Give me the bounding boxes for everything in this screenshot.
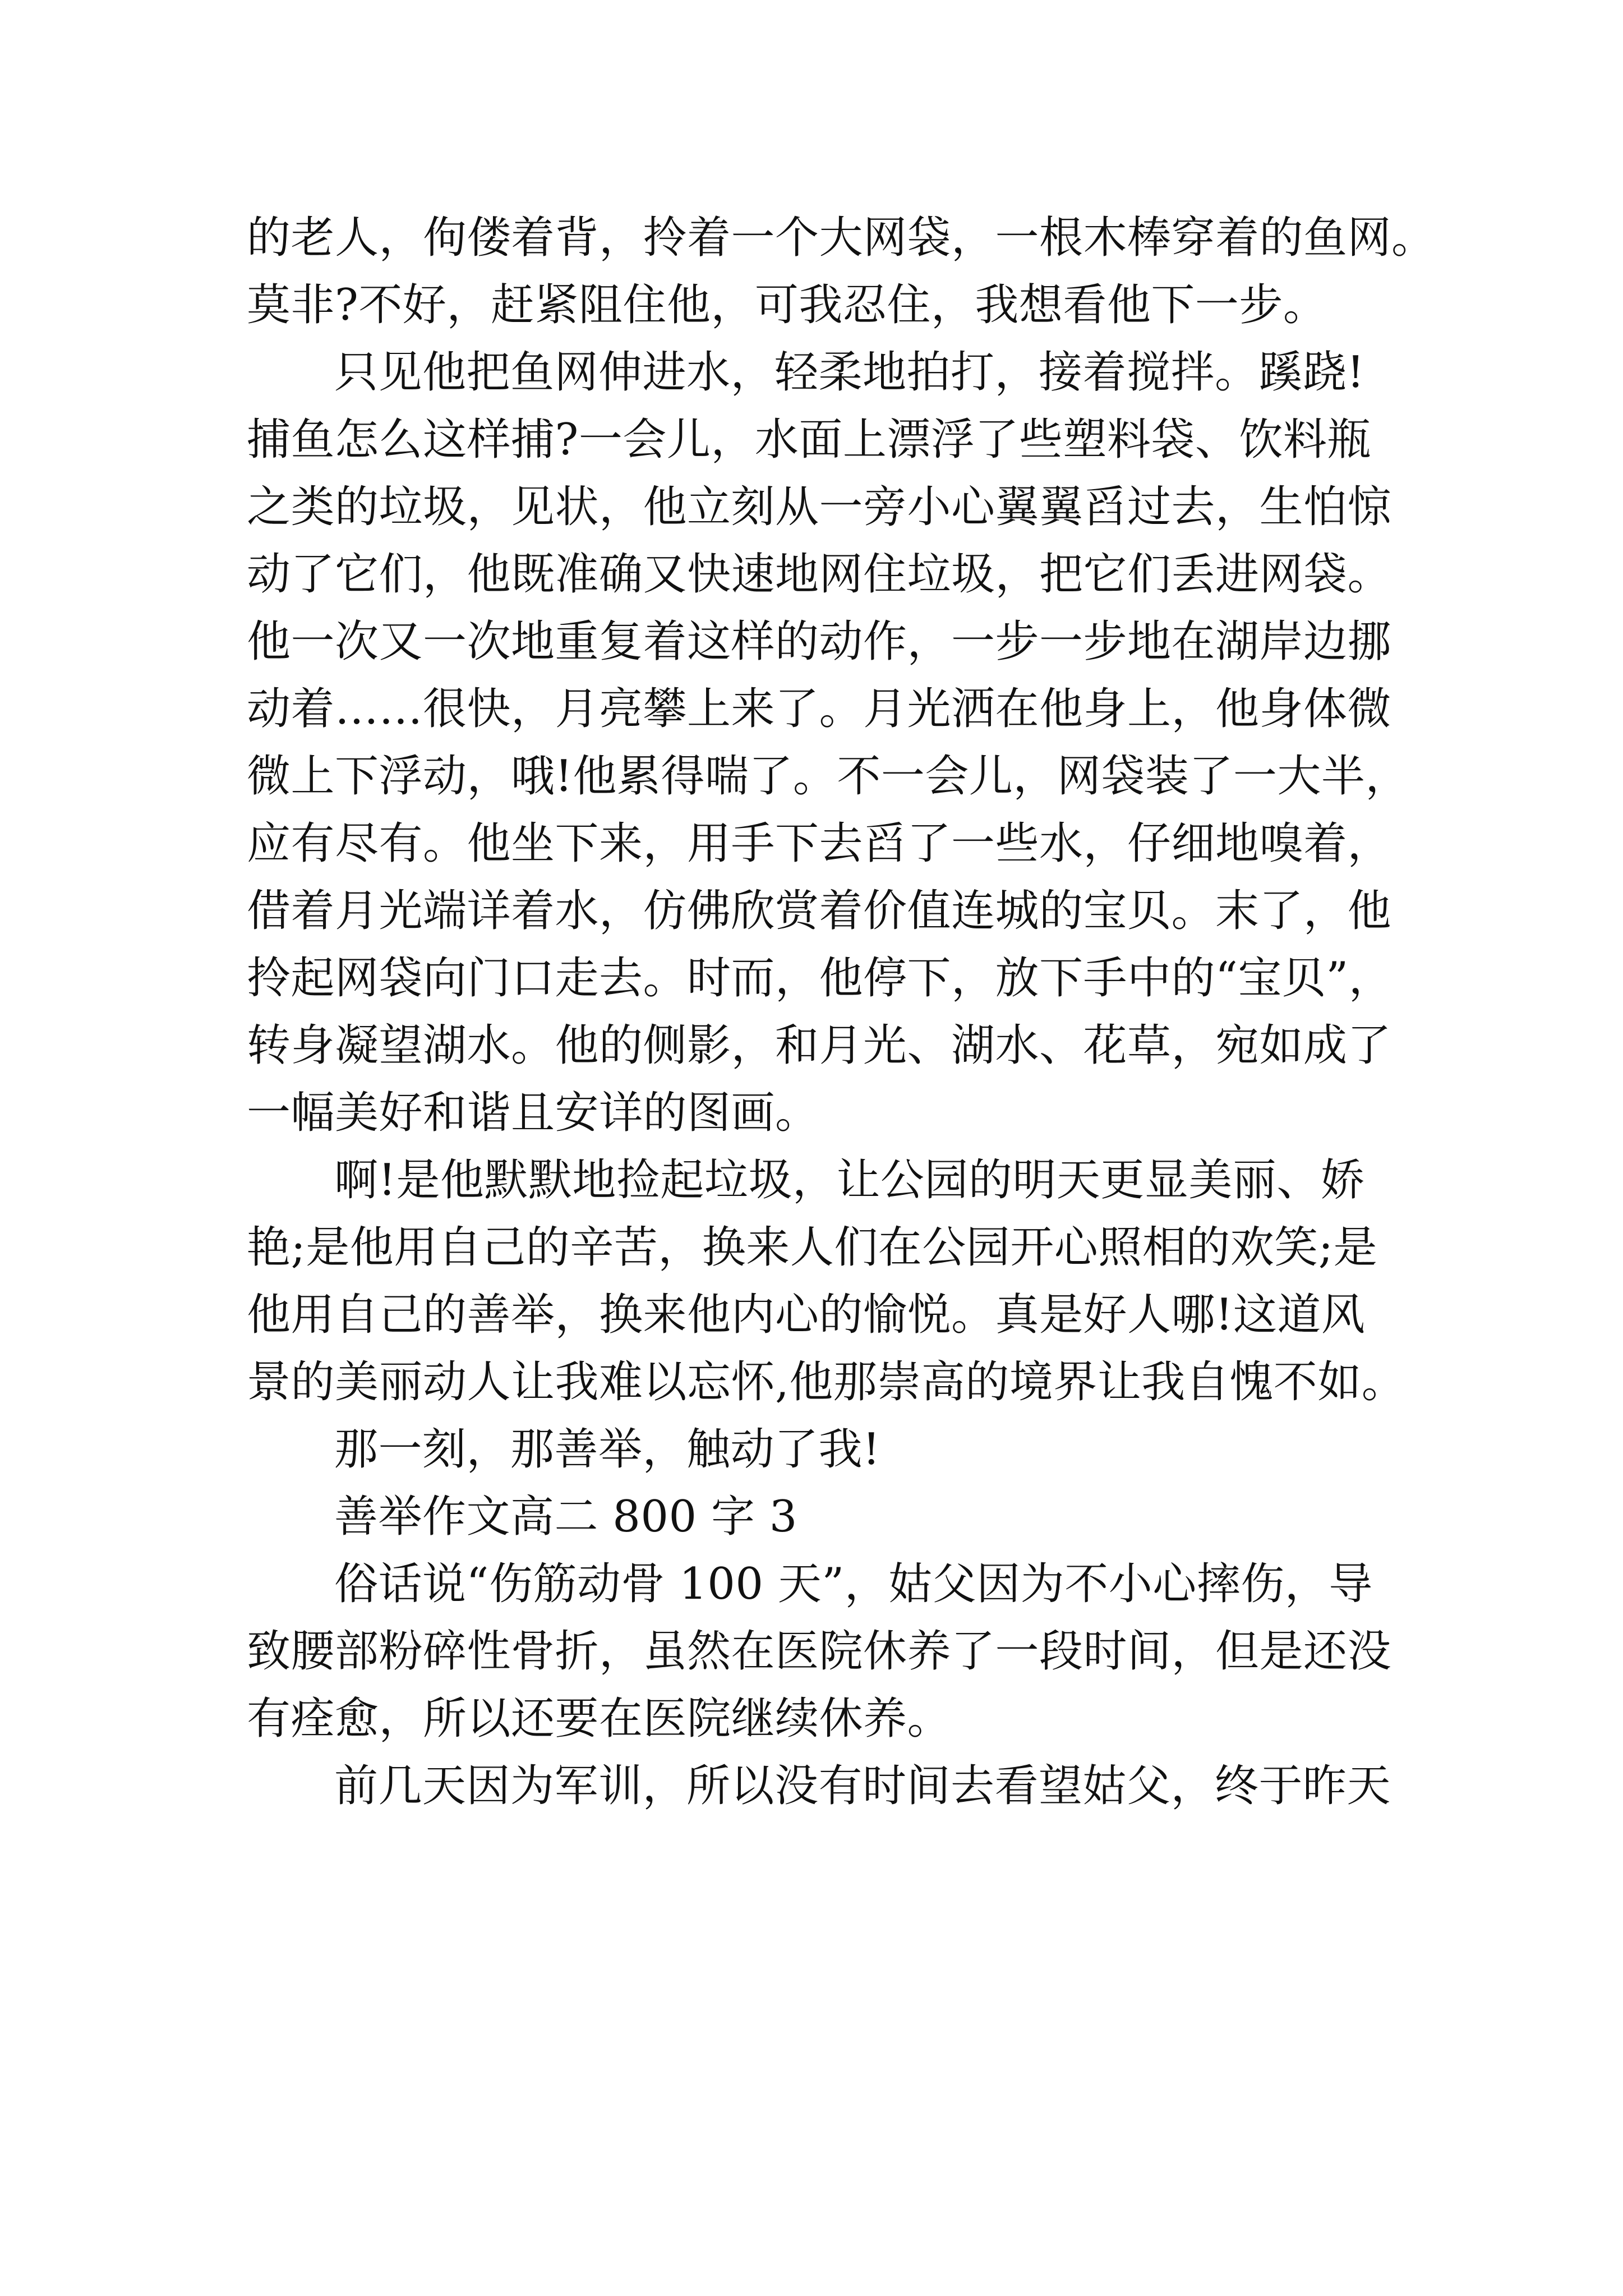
text-line: 前几天因为军训，所以没有时间去看望姑父，终于昨天 bbox=[334, 1761, 1391, 1811]
text-line: 啊!是他默默地捡起垃圾，让公园的明天更显美丽、娇 bbox=[334, 1155, 1365, 1205]
text-line: 借着月光端详着水，仿佛欣赏着价值连城的宝贝。末了，他 bbox=[247, 886, 1392, 936]
text-line: 俗话说“伤筋动骨 100 天”，姑父因为不小心摔伤，导 bbox=[334, 1559, 1373, 1609]
text-line: 拎起网袋向门口走去。时而，他停下，放下手中的“宝贝”， bbox=[247, 953, 1393, 1004]
text-line: 善举作文高二 800 字 3 bbox=[334, 1492, 797, 1542]
document-body bbox=[247, 204, 1436, 1820]
text-line: 转身凝望湖水。他的侧影，和月光、湖水、花草，宛如成了 bbox=[247, 1020, 1392, 1071]
text-line: 那一刻，那善举，触动了我! bbox=[334, 1424, 880, 1475]
text-line: 捕鱼怎么这样捕?一会儿，水面上漂浮了些塑料袋、饮料瓶 bbox=[247, 415, 1371, 465]
text-line: 他用自己的善举，换来他内心的愉悦。真是好人哪!这道风 bbox=[247, 1290, 1366, 1340]
text-line: 莫非?不好，赶紧阻住他，可我忍住，我想看他下一步。 bbox=[247, 280, 1327, 330]
text-line: 之类的垃圾，见状，他立刻从一旁小心翼翼舀过去，生怕惊 bbox=[247, 482, 1392, 532]
text-line: 致腰部粉碎性骨折，虽然在医院休养了一段时间，但是还没 bbox=[247, 1626, 1392, 1677]
text-line: 应有尽有。他坐下来，用手下去舀了一些水，仔细地嗅着， bbox=[247, 818, 1392, 869]
text-line: 动了它们，他既准确又快速地网住垃圾，把它们丢进网袋。 bbox=[247, 549, 1392, 600]
text-line: 有痊愈，所以还要在医院继续休养。 bbox=[247, 1694, 952, 1744]
text-line: 只见他把鱼网伸进水，轻柔地拍打，接着搅拌。蹊跷! bbox=[334, 347, 1365, 398]
text-line: 动着……很快，月亮攀上来了。月光洒在他身上，他身体微 bbox=[247, 684, 1392, 734]
text-line: 的老人，佝偻着背，拎着一个大网袋，一根木棒穿着的鱼网。 bbox=[247, 213, 1436, 263]
text-line: 微上下浮动，哦!他累得喘了。不一会儿，网袋装了一大半， bbox=[247, 751, 1409, 802]
text-line: 景的美丽动人让我难以忘怀,他那崇高的境界让我自愧不如。 bbox=[247, 1357, 1406, 1407]
text-line: 艳;是他用自己的辛苦，换来人们在公园开心照相的欢笑;是 bbox=[247, 1222, 1378, 1273]
text-line: 他一次又一次地重复着这样的动作，一步一步地在湖岸边挪 bbox=[247, 616, 1392, 667]
text-line: 一幅美好和谐且安详的图画。 bbox=[247, 1088, 819, 1138]
